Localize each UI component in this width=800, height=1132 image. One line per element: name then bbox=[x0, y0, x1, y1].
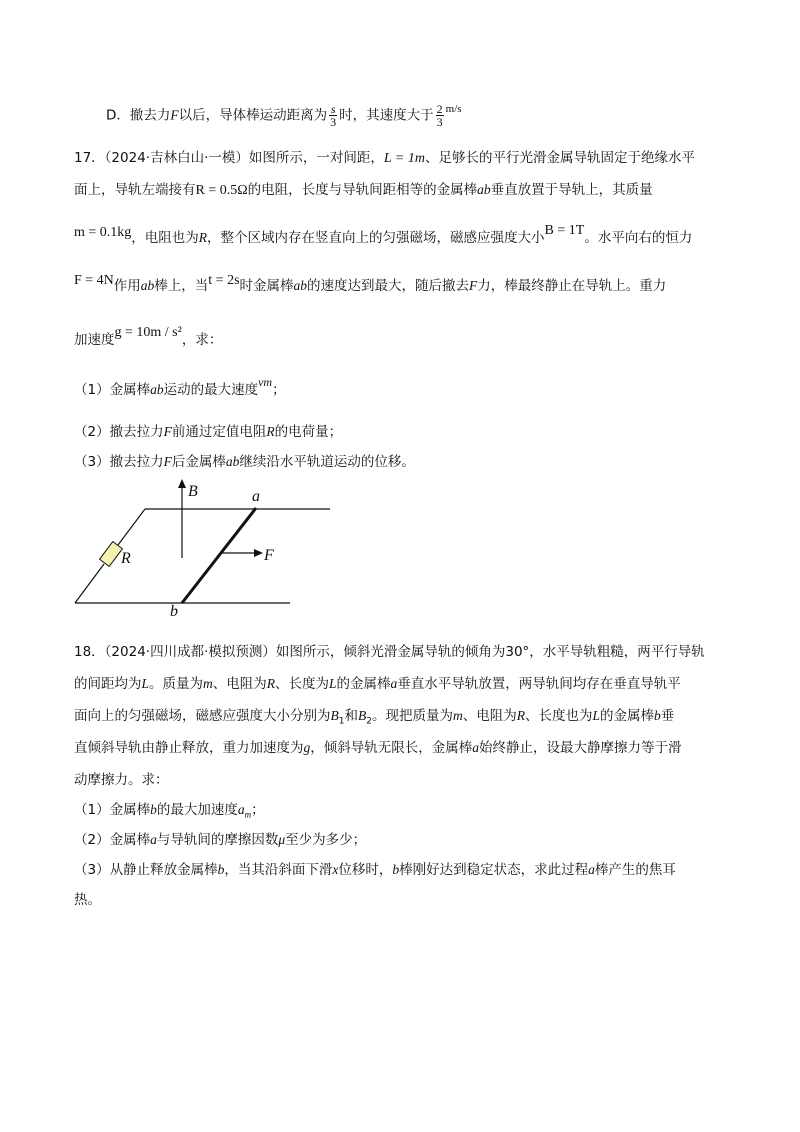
text: 位移时， bbox=[338, 862, 393, 878]
text: 棒刚好达到稳定状态，求此过程 bbox=[399, 862, 589, 878]
var: b bbox=[653, 708, 661, 723]
var: R bbox=[516, 708, 525, 723]
q18-line-1 bbox=[74, 642, 705, 662]
var: B bbox=[330, 708, 339, 723]
text: （3）从静止释放金属棒 bbox=[74, 862, 218, 878]
fraction-2-3 bbox=[436, 103, 444, 128]
subscript: m bbox=[244, 809, 252, 820]
math: B = 1T bbox=[544, 223, 585, 238]
frac-den: 3 bbox=[330, 115, 337, 129]
math: t = 2s bbox=[208, 273, 240, 288]
text: 垂直水平导轨放置，两导轨间均存在垂直导轨平 bbox=[397, 676, 681, 692]
var: x bbox=[332, 862, 339, 877]
var: ab bbox=[477, 182, 491, 197]
q17-line-1 bbox=[74, 148, 695, 169]
option-d-text: D．撤去力 bbox=[106, 107, 171, 124]
text: 面向上的匀强磁场，磁感应强度大小分别为 bbox=[74, 708, 331, 724]
math: m = 0.1kg bbox=[74, 225, 132, 240]
text: 加速度 bbox=[74, 332, 115, 348]
math: g = 10m / s² bbox=[114, 325, 182, 340]
text: ； bbox=[272, 382, 286, 398]
var: ab bbox=[140, 278, 155, 293]
text: 继续沿水平轨道运动的位移。 bbox=[239, 454, 415, 470]
q18-line-2 bbox=[74, 674, 681, 694]
text: 作用 bbox=[113, 278, 141, 294]
text: 。现把质量为 bbox=[371, 708, 453, 724]
rod-ab bbox=[182, 508, 256, 603]
text: 的速度达到最大，随后撤去 bbox=[307, 278, 470, 294]
q18-line-3 bbox=[74, 706, 674, 732]
q17-sub-1 bbox=[74, 375, 286, 400]
text: ，求： bbox=[181, 332, 223, 348]
label-b: b bbox=[170, 603, 178, 620]
text: 力，棒最终静止在导轨上。重力 bbox=[477, 278, 667, 294]
var: L bbox=[329, 676, 337, 691]
text: （1）金属棒 bbox=[74, 802, 151, 818]
var: b bbox=[150, 802, 157, 817]
var: a bbox=[472, 740, 479, 755]
fraction-s-3 bbox=[329, 103, 337, 128]
label-B: B bbox=[188, 483, 198, 500]
option-d-text: 时，其速度大于 bbox=[339, 107, 434, 124]
subscript: 1 bbox=[338, 716, 345, 727]
text: 时金属棒 bbox=[239, 278, 294, 294]
var: ab bbox=[150, 382, 164, 397]
text: 的电荷量； bbox=[274, 424, 343, 440]
text: 与导轨间的摩擦因数 bbox=[156, 832, 279, 848]
q18-sub-3-cont bbox=[74, 890, 101, 910]
var: a bbox=[237, 802, 245, 817]
var: R bbox=[266, 676, 276, 691]
text: （2）金属棒 bbox=[74, 832, 151, 848]
var: μ bbox=[278, 832, 286, 847]
q17-line-5 bbox=[74, 325, 223, 351]
text: 、电阻为 bbox=[212, 676, 267, 692]
b-field-arrowhead bbox=[178, 479, 186, 488]
text: 动摩擦力。求： bbox=[74, 772, 169, 788]
q18-sub-3 bbox=[74, 860, 676, 880]
text: ，电阻也为 bbox=[131, 230, 199, 246]
var: g bbox=[303, 740, 311, 755]
text: 面上，导轨左端接有 bbox=[74, 182, 196, 198]
rail-circuit-figure bbox=[0, 470, 360, 620]
text: 。质量为 bbox=[149, 676, 204, 692]
text: 和 bbox=[344, 708, 358, 724]
q18-sub-2 bbox=[74, 830, 366, 850]
var: F bbox=[163, 454, 172, 469]
left-connector-lower bbox=[75, 564, 104, 603]
text: 棒上，当 bbox=[154, 278, 209, 294]
label-R: R bbox=[121, 550, 131, 567]
q17-sub-2 bbox=[74, 422, 342, 442]
text: 热。 bbox=[74, 892, 101, 908]
text: 、长度为 bbox=[275, 676, 330, 692]
text: 始终静止，设最大静摩擦力等于滑 bbox=[479, 740, 682, 756]
text: （2）撤去拉力 bbox=[74, 424, 164, 440]
var: F bbox=[469, 278, 478, 293]
text: ，倾斜导轨无限长，金属棒 bbox=[310, 740, 473, 756]
text: 后金属棒 bbox=[171, 454, 226, 470]
text: 垂 bbox=[660, 708, 675, 724]
q17-line-4 bbox=[74, 273, 667, 297]
var: a bbox=[588, 862, 595, 877]
q18-line-4 bbox=[74, 738, 682, 758]
q18-line-5 bbox=[74, 770, 169, 790]
text: 18．（2024·四川成都·模拟预测）如图所示，倾斜光滑金属导轨的倾角为30°，水平导轨粗糙，两平行导轨 bbox=[74, 644, 705, 660]
var: m bbox=[203, 676, 213, 691]
var: B bbox=[357, 708, 367, 723]
force-arrowhead bbox=[254, 549, 263, 557]
var: ab bbox=[225, 454, 240, 469]
label-F: F bbox=[264, 547, 274, 564]
math: F = 4N bbox=[74, 273, 114, 288]
var: a bbox=[390, 676, 398, 691]
text: 的金属棒 bbox=[599, 708, 654, 724]
text: 的间距均为 bbox=[74, 676, 142, 692]
q17-sub-3 bbox=[74, 452, 415, 472]
label-a: a bbox=[252, 488, 260, 505]
text: ，整个区域内存在竖直向上的匀强磁场，磁感应强度大小 bbox=[207, 230, 545, 246]
frac-num: 2 bbox=[436, 102, 443, 116]
text: 、足够长的平行光滑金属导轨固定于绝缘水平 bbox=[424, 150, 695, 166]
text: 垂直放置于导轨上，其质量 bbox=[490, 182, 653, 198]
text: （1）金属棒 bbox=[74, 382, 151, 398]
text: 。水平向右的恒力 bbox=[584, 230, 693, 246]
text: 的金属棒 bbox=[336, 676, 391, 692]
unit: m/s bbox=[445, 102, 462, 115]
var: L bbox=[141, 676, 150, 691]
q17-line-3 bbox=[74, 223, 693, 249]
var: b bbox=[392, 862, 400, 877]
var: R bbox=[198, 230, 208, 245]
var: F bbox=[163, 424, 172, 439]
text: 直倾斜导轨由静止释放，重力加速度为 bbox=[74, 740, 304, 756]
text: 、长度也为 bbox=[524, 708, 593, 724]
text: ； bbox=[251, 802, 265, 818]
text: 至少为多少； bbox=[285, 832, 367, 848]
option-d bbox=[106, 103, 462, 128]
resistor bbox=[100, 542, 123, 567]
text: 前通过定值电阻 bbox=[171, 424, 267, 440]
var: R bbox=[266, 424, 275, 439]
var: a bbox=[150, 832, 157, 847]
math: L = 1m bbox=[383, 151, 425, 166]
text: ，当其沿斜面下滑 bbox=[224, 862, 333, 878]
frac-den: 3 bbox=[436, 115, 443, 129]
text: 、电阻为 bbox=[462, 708, 517, 724]
var: m bbox=[452, 708, 463, 723]
left-connector-upper bbox=[118, 509, 145, 545]
text: 17．（2024·吉林白山·一模）如图所示，一对间距， bbox=[74, 150, 384, 166]
text: 棒产生的焦耳 bbox=[594, 862, 676, 878]
var: L bbox=[592, 708, 600, 723]
q18-sub-1 bbox=[74, 800, 265, 825]
subscript: 2 bbox=[366, 716, 372, 727]
frac-num: s bbox=[330, 102, 336, 116]
q17-line-2 bbox=[74, 180, 653, 201]
var: ab bbox=[293, 278, 308, 293]
text: 的电阻，长度与导轨间距相等的金属棒 bbox=[247, 182, 478, 198]
var: b bbox=[217, 862, 225, 877]
var: vm bbox=[258, 375, 273, 389]
text: 的最大加速度 bbox=[156, 802, 238, 818]
text: 运动的最大速度 bbox=[163, 382, 259, 398]
math: R = 0.5Ω bbox=[195, 183, 248, 198]
var-F: F bbox=[170, 107, 179, 123]
option-d-text: 以后，导体棒运动距离为 bbox=[178, 107, 328, 124]
text: （3）撤去拉力 bbox=[74, 454, 164, 470]
